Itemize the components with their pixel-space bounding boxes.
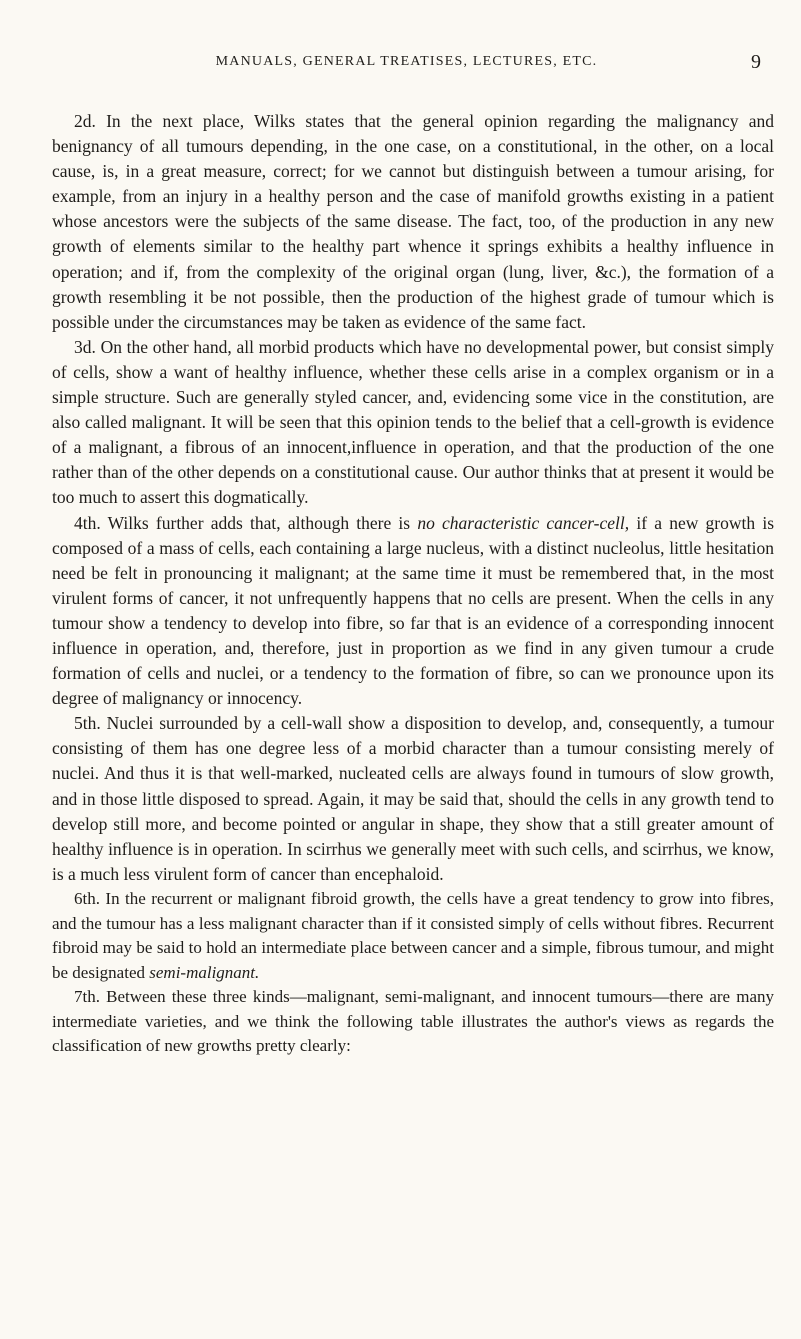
paragraph-7th: 7th. Between these three kinds—malignant, semi-malignant, and innocent tumours—there are many intermediate varieties, and we think the following table illustrates the author's views as regards the classification of new growths pretty clearly: bbox=[52, 987, 774, 1056]
paragraph-3d: 3d. On the other hand, all morbid products which have no developmental power, but consist simply of cells, show a want of healthy influence, whether these cells arise in a complex organism or in a simple structure. Such are generally styled cancer, and, evidencing some vice in the constitution, are also called malignant. It will be seen that this opinion tends to the belief that a cell-growth is evidence of a malignant, a fibrous of an innocent,influence in operation, and that the production of the one rather than of the other depends on a constitutional cause. Our author thinks that at present it would be too much to assert this dogmatically. bbox=[52, 336, 774, 508]
page-number: 9 bbox=[751, 51, 761, 73]
paragraph-6th-emphasis: semi-malignant. bbox=[149, 962, 260, 982]
running-head bbox=[52, 51, 761, 82]
paragraph-2d: 2d. In the next place, Wilks states that the general opinion regarding the malignancy and benignancy of all tumours depending, in the one case, on a constitutional, in the other, on a local cause, is, in a great measure, correct; for we cannot but distinguish between a tumour arising, for example, from an injury in a healthy person and the case of manifold growths existing in a patient whose ancestors were the subjects of the same disease. The fact, too, of the production in any new growth of elements similar to the healthy part whence it springs exhibits a healthy influence in operation; and if, from the complexity of the original organ (lung, liver, &c.), the formation of a growth resembling it be not possible, then the production of the highest grade of tumour which is possible under the circumstances may be taken as evidence of the same fact. bbox=[52, 111, 774, 332]
running-title: MANUALS, GENERAL TREATISES, LECTURES, ETC. bbox=[215, 54, 598, 69]
paragraph-6th-text: 6th. In the recurrent or malignant fibroid growth, the cells have a great tendency to grow into fibres, and the tumour has a less malignant character than if it consisted simply of cells without fibres. Recurrent fibroid may be said to hold an intermediate place between cancer and a simple, fibrous tumour, and might be designated bbox=[52, 888, 774, 982]
paragraph-4th-text-after: if a new growth is composed of a mass of cells, each containing a large nucleus, with a distinct nucleolus, little hesitation need be felt in pronouncing it malignant; at the same time it must be remembered that, in the most virulent forms of cancer, it not unfrequently happens that no cells are present. When the cells in any tumour show a tendency to develop into fibre, so far that is an evidence of a corresponding innocent influence in operation, and, therefore, just in proportion as we find in any given tumour a crude formation of cells and nuclei, or a tendency to the formation of fibre, so can we pronounce upon its degree of malignancy or innocency. bbox=[52, 512, 774, 709]
paragraph-5th: 5th. Nuclei surrounded by a cell-wall show a disposition to develop, and, consequently, a tumour consisting of them has one degree less of a morbid character than a tumour consisting merely of nuclei. And thus it is that well-marked, nucleated cells are always found in tumours of slow growth, and in those little disposed to spread. Again, it may be said that, should the cells in any growth tend to develop still more, and become pointed or angular in shape, they show that a still greater amount of healthy influence is in operation. In scirrhus we generally meet with such cells, and scirrhus, we know, is a much less virulent form of cancer than encephaloid. bbox=[52, 713, 774, 884]
paragraph-4th-text: 4th. Wilks further adds that, although there is bbox=[74, 512, 418, 533]
paragraph-4th bbox=[52, 511, 774, 712]
paragraph-6th bbox=[52, 887, 774, 985]
body-text bbox=[52, 109, 774, 1059]
paragraph-4th-emphasis: no characteristic cancer-cell, bbox=[417, 512, 630, 533]
